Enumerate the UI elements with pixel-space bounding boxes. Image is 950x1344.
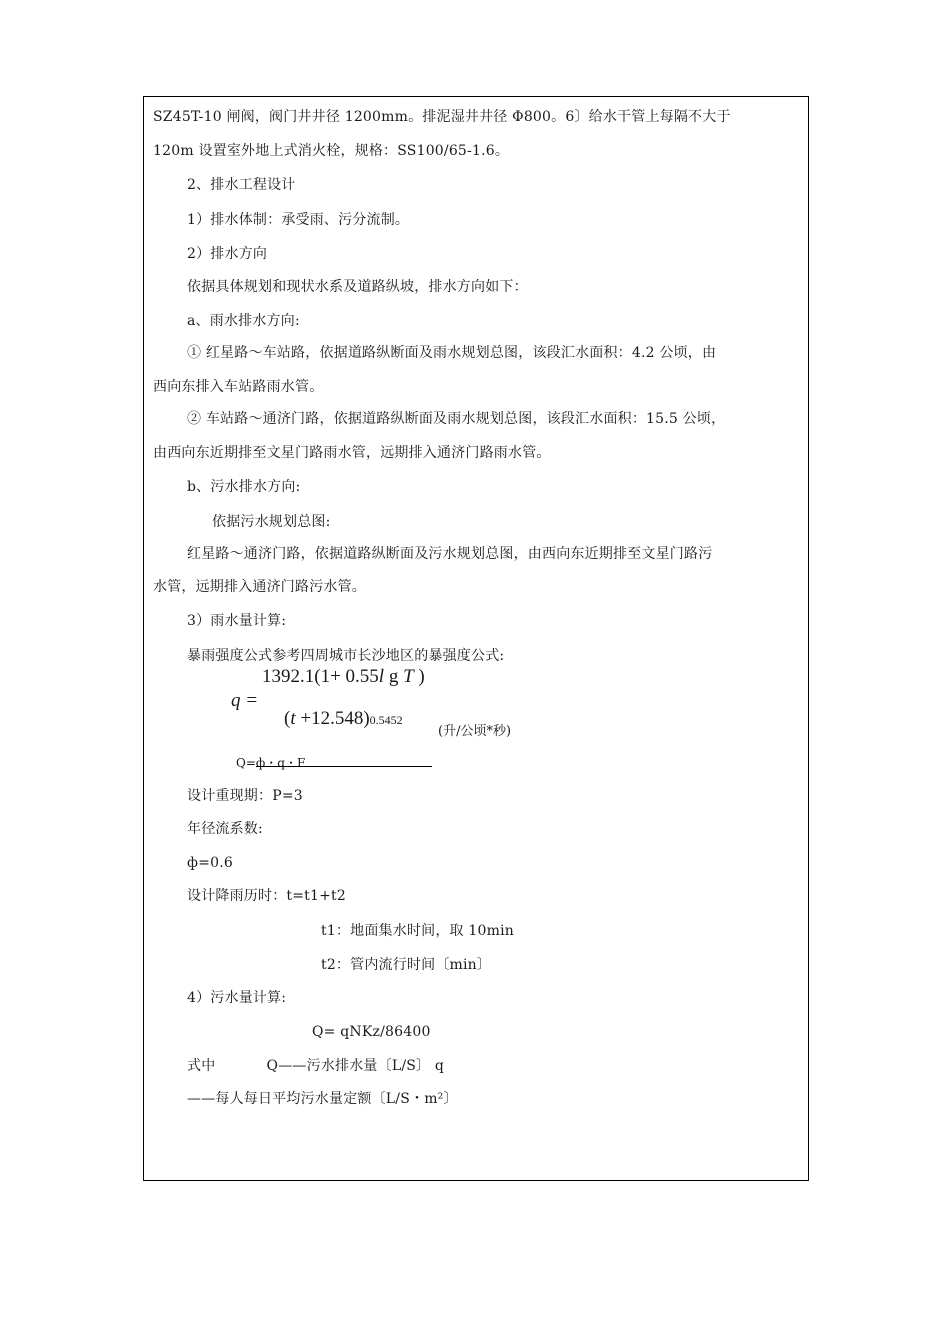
text-line: t2：管内流行时间〔min〕 xyxy=(321,957,492,973)
section-heading: 2、排水工程设计 xyxy=(187,177,296,193)
formula-denominator: (t +12.548)0.5452 xyxy=(284,708,403,729)
text-line: 西向东排入车站路雨水管。 xyxy=(153,379,324,395)
text-line: a、雨水排水方向: xyxy=(187,313,300,329)
text-line: ф=0.6 xyxy=(187,855,233,871)
formula-numerator: 1392.1(1+ 0.55l g T ) xyxy=(262,666,425,687)
text-line: 年径流系数: xyxy=(187,821,263,837)
formula-lhs: q = xyxy=(231,690,259,711)
text-line: ——每人每日平均污水量定额〔L/S・m²〕 xyxy=(187,1091,458,1107)
text-line: 3）雨水量计算: xyxy=(187,613,287,629)
text-line: t1：地面集水时间，取 10min xyxy=(321,923,514,939)
text-line: ② 车站路～通济门路，依据道路纵断面及雨水规划总图，该段汇水面积：15.5 公顷， xyxy=(187,411,726,427)
flow-formula: Q=ф・q・F xyxy=(236,756,306,770)
text-line: 由西向东近期排至文星门路雨水管，远期排入通济门路雨水管。 xyxy=(153,445,551,461)
text-line: 4）污水量计算: xyxy=(187,990,287,1006)
text-line: 依据污水规划总图: xyxy=(212,514,331,530)
formula-exponent: 0.5452 xyxy=(369,713,403,727)
text-line: 设计降雨历时：t=t1+t2 xyxy=(187,888,346,904)
text-line: SZ45T-10 闸阀，阀门井井径 1200mm。排泥湿井井径 Φ800。6〕给水干管上每隔不大于 xyxy=(153,109,731,125)
text-line: 1）排水体制：承受雨、污分流制。 xyxy=(187,212,410,228)
text-line: ① 红星路～车站路，依据道路纵断面及雨水规划总图，该段汇水面积：4.2 公顷，由 xyxy=(187,345,717,361)
text-line: 2）排水方向 xyxy=(187,246,268,262)
text-line: 暴雨强度公式参考四周城市长沙地区的暴强度公式: xyxy=(187,648,505,664)
formula-underline xyxy=(256,766,432,767)
text-line: Q= qNKz/86400 xyxy=(312,1024,431,1040)
text-line: b、污水排水方向: xyxy=(187,479,301,495)
text-line: 式中 Q——污水排水量〔L/S〕 q xyxy=(187,1058,445,1074)
formula-unit: (升/公顷*秒) xyxy=(438,724,512,739)
text-line: 设计重现期：P=3 xyxy=(187,788,303,804)
text-line: 依据具体规划和现状水系及道路纵坡，排水方向如下： xyxy=(187,279,528,295)
text-line: 红星路～通济门路，依据道路纵断面及污水规划总图，由西向东近期排至文星门路污 xyxy=(187,546,713,562)
text-line: 水管，远期排入通济门路污水管。 xyxy=(153,579,366,595)
text-line: 120m 设置室外地上式消火栓，规格：SS100/65-1.6。 xyxy=(153,143,510,159)
